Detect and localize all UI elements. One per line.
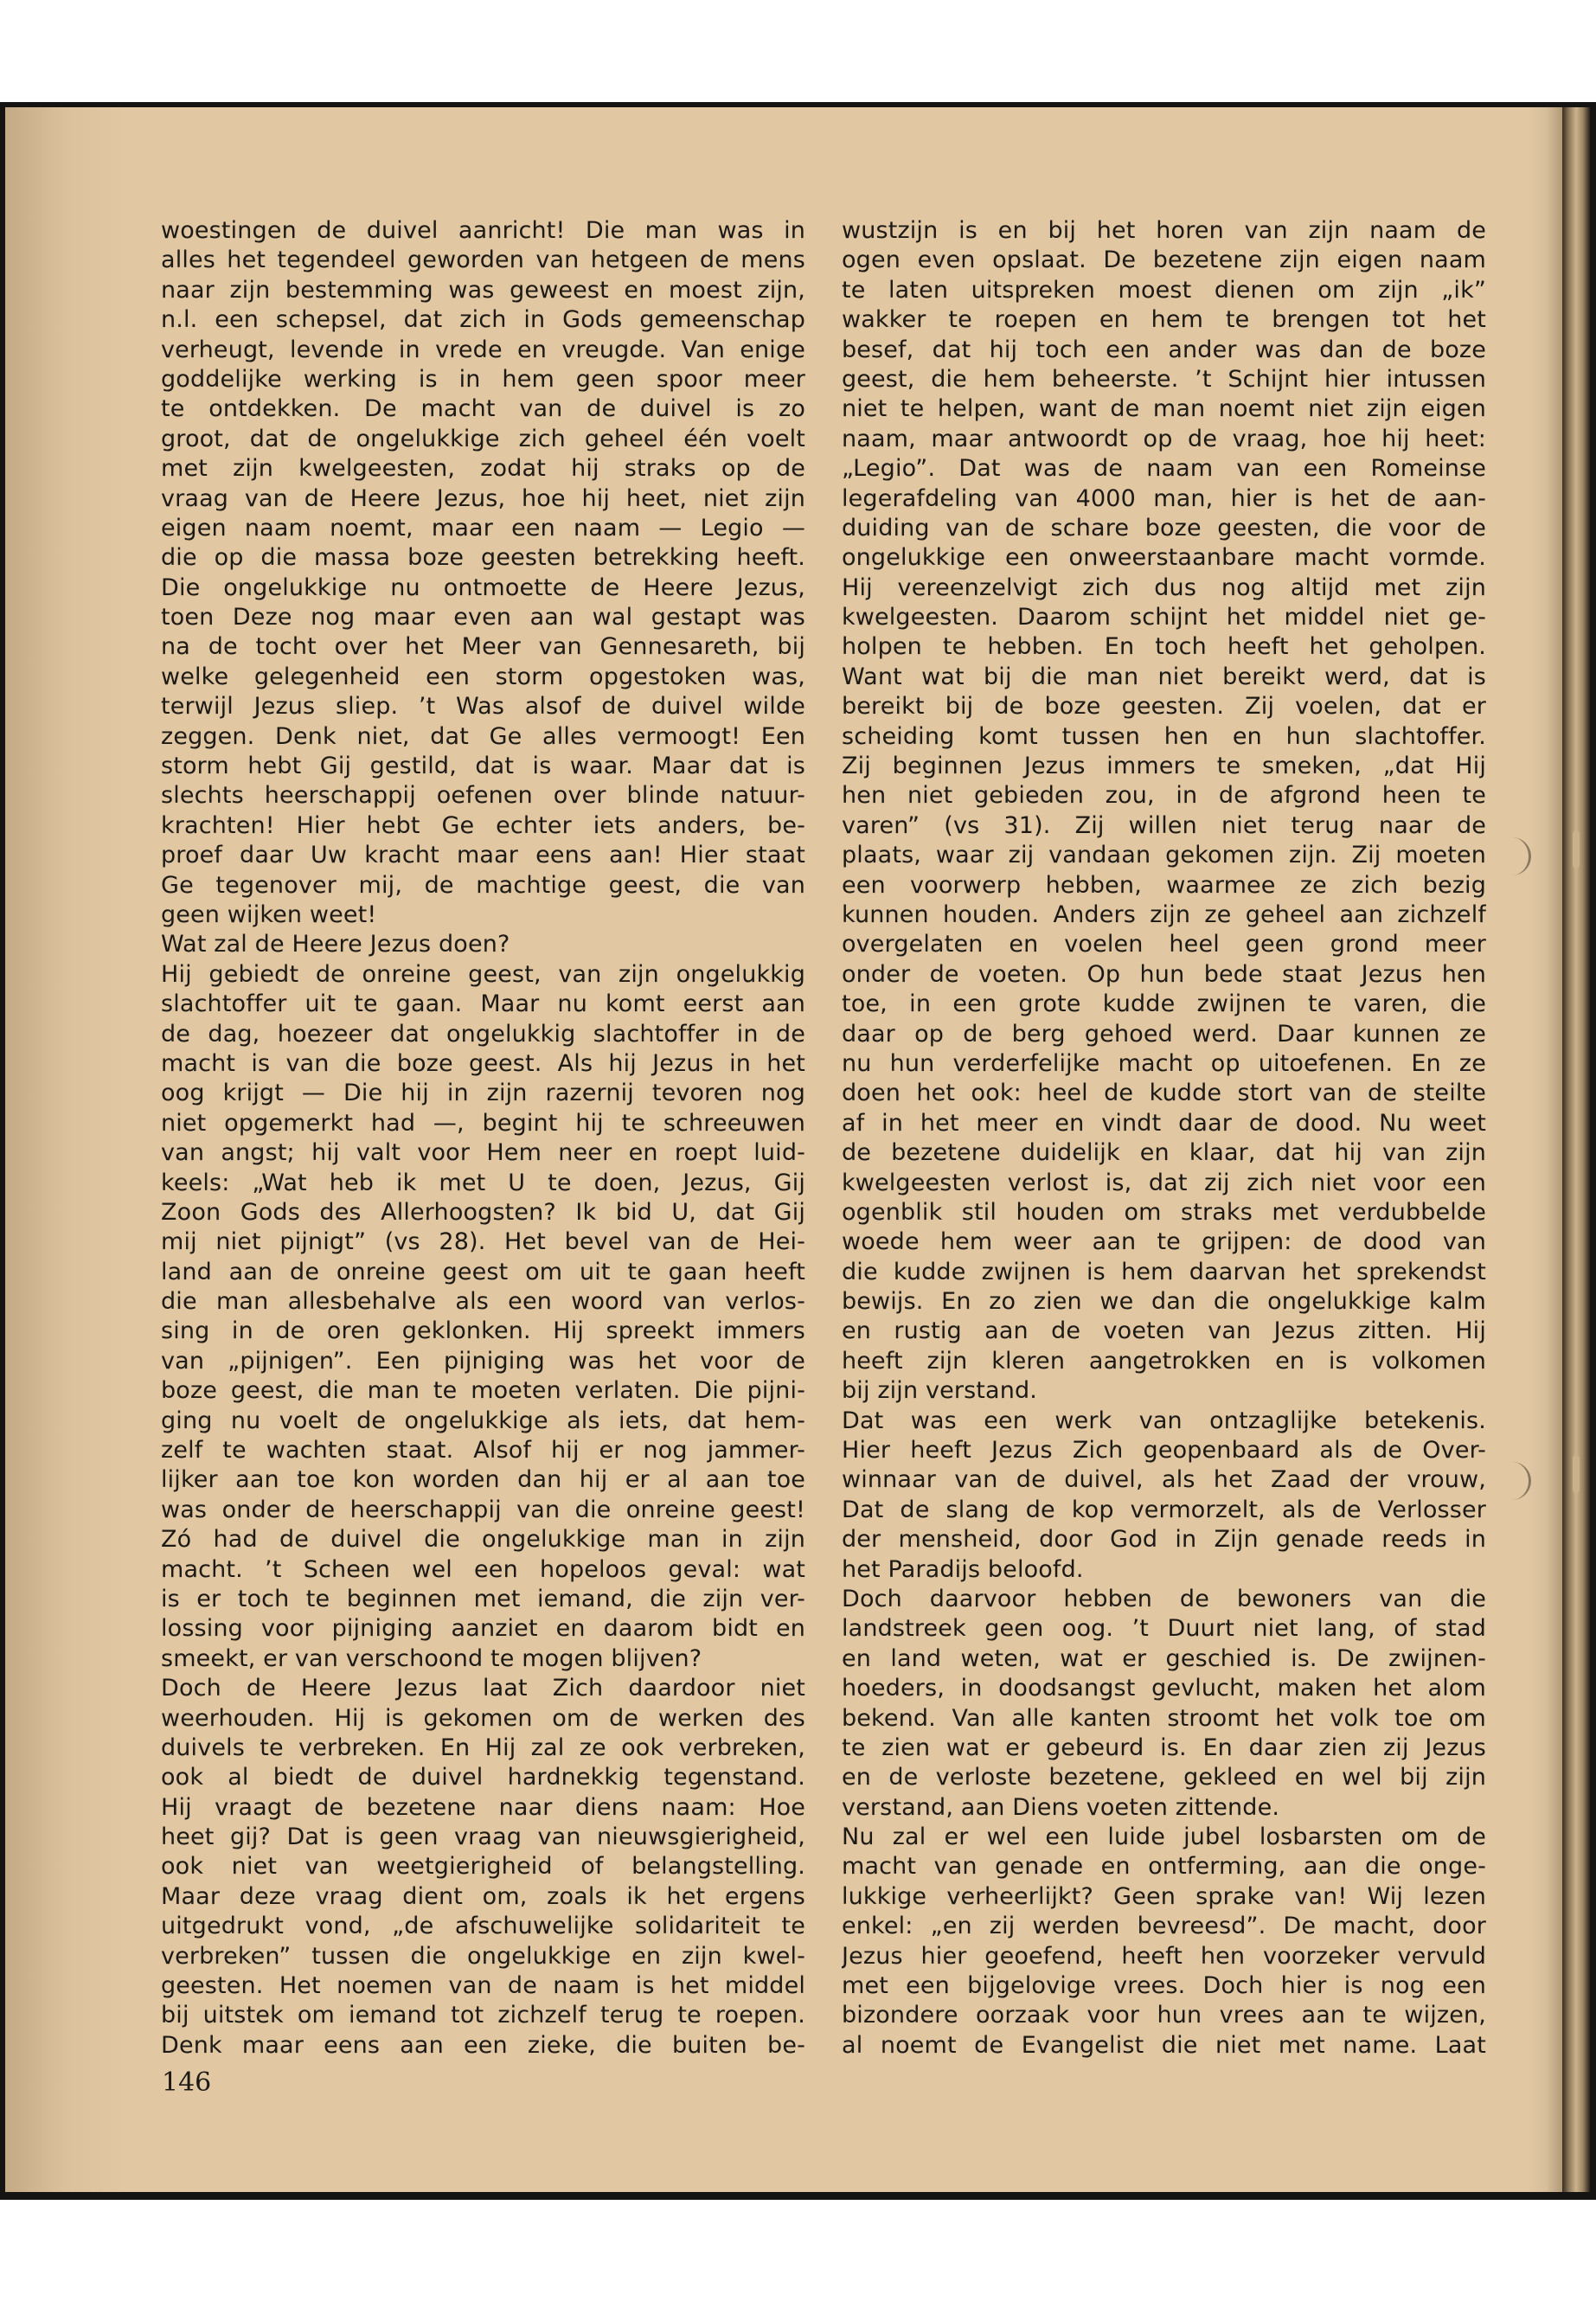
text-line: Nu zal er wel een luide jubel losbarsten om de — [842, 1823, 1486, 1851]
text-column-right — [842, 216, 1486, 2061]
page-number: 146 — [162, 2067, 212, 2098]
text-line: bij zijn verstand. — [842, 1377, 1038, 1405]
text-line: heeft zijn kleren aangetrokken en is volkomen — [842, 1347, 1486, 1375]
text-line: alles het tegendeel geworden van hetgeen de mens — [161, 247, 805, 274]
text-line: en land weten, wat er geschied is. De zwijnen- — [842, 1644, 1486, 1672]
edge-notch — [1573, 830, 1580, 868]
text-line: doen het ook: heel de kudde stort van de steilte — [842, 1080, 1486, 1107]
text-line: bereikt bij de boze geesten. Zij voelen, dat er — [842, 693, 1486, 721]
text-line: te laten uitspreken moest dienen om zijn „ik” — [842, 276, 1486, 304]
text-line: een voorwerp hebben, waarmee ze zich bezig — [842, 871, 1486, 899]
text-line: daar op de berg gehoed werd. Daar kunnen ze — [842, 1020, 1486, 1048]
text-line: ogenblik stil houden om straks met verdubbelde — [842, 1198, 1486, 1226]
text-line: Doch de Heere Jezus laat Zich daardoor niet — [161, 1675, 805, 1702]
text-line: hoeders, in doodsangst gevlucht, maken het alom — [842, 1675, 1486, 1702]
text-line: keels: „Wat heb ik met U te doen, Jezus, Gij — [161, 1169, 805, 1196]
text-line: bij uitstek om iemand tot zichzelf terug te roepen. — [161, 2002, 805, 2029]
text-line: ook niet van weetgierigheid of belangstelling. — [161, 1853, 805, 1881]
text-line: nu hun verderfelijke macht op uitoefenen. En ze — [842, 1049, 1486, 1077]
text-line: en de verloste bezetene, gekleed en wel bij zijn — [842, 1764, 1486, 1791]
text-line: weerhouden. Hij is gekomen om de werken des — [161, 1704, 805, 1732]
text-line: uitgedrukt vond, „de afschuwelijke solidariteit te — [161, 1913, 805, 1940]
text-line: zeggen. Denk niet, dat Ge alles vermoogt! Een — [161, 722, 805, 750]
text-line: varen” (vs 31). Zij willen niet terug naar de — [842, 811, 1486, 839]
text-line: boze geest, die man te moeten verlaten. Die pijni- — [161, 1377, 805, 1405]
text-line: naam, maar antwoordt op de vraag, hoe hij heet: — [842, 425, 1486, 452]
text-line: Hij gebiedt de onreine geest, van zijn ongelukkig — [161, 960, 805, 988]
text-line: goddelijke werking is in hem geen spoor meer — [161, 365, 805, 393]
text-line: Want wat bij die man niet bereikt werd, dat is — [842, 663, 1486, 690]
text-line: land aan de onreine geest om uit te gaan heeft — [161, 1258, 805, 1285]
text-line: besef, dat hij toch een ander was dan de boze — [842, 336, 1486, 363]
text-line: kunnen houden. Anders zijn ze geheel aan zichzelf — [842, 901, 1486, 928]
text-line: was onder de heerschappij van die onreine geest! — [161, 1496, 805, 1523]
text-line: de dag, hoezeer dat ongelukkig slachtoffer in de — [161, 1020, 805, 1048]
text-line: de bezetene duidelijk en klaar, dat hij van zijn — [842, 1139, 1486, 1167]
text-line: lossing voor pijniging aanziet en daarom bidt en — [161, 1615, 805, 1643]
text-line: is er toch te beginnen met iemand, die zijn ver- — [161, 1585, 805, 1612]
text-line: geest, die hem beheerste. ’t Schijnt hier intussen — [842, 365, 1486, 393]
text-line: ongelukkige een onweerstaanbare macht vormde. — [842, 544, 1486, 572]
text-line: holpen te hebben. En toch heeft het geholpen. — [842, 633, 1486, 661]
text-column-left — [161, 216, 805, 2061]
text-line: wustzijn is en bij het horen van zijn naam de — [842, 217, 1486, 244]
text-line: Zó had de duivel die ongelukkige man in zijn — [161, 1526, 805, 1554]
text-line: n.l. een schepsel, dat zich in Gods gemeenschap — [161, 306, 805, 334]
text-line: Doch daarvoor hebben de bewoners van die — [842, 1585, 1486, 1612]
edge-notch — [1573, 1455, 1580, 1493]
text-line: onder de voeten. Op hun bede staat Jezus hen — [842, 960, 1486, 988]
text-line: Denk maar eens aan een zieke, die buiten be- — [161, 2031, 805, 2059]
text-line: het Paradijs beloofd. — [842, 1555, 1084, 1583]
text-line: Ge tegenover mij, de machtige geest, die van — [161, 871, 805, 899]
text-line: lijker aan toe kon worden dan hij er al aan toe — [161, 1466, 805, 1494]
text-line: ogen even opslaat. De bezetene zijn eigen naam — [842, 247, 1486, 274]
text-line: verstand, aan Diens voeten zittende. — [842, 1793, 1280, 1821]
text-line: eigen naam noemt, maar een naam — Legio — — [161, 514, 805, 542]
text-line: met een bijgelovige vrees. Doch hier is nog een — [842, 1972, 1486, 2000]
text-line: winnaar van de duivel, als het Zaad der vrouw, — [842, 1466, 1486, 1494]
text-line: te ontdekken. De macht van de duivel is zo — [161, 395, 805, 423]
text-line: geen wijken weet! — [161, 901, 377, 928]
text-line: niet opgemerkt had —, begint hij te schreeuwen — [161, 1109, 805, 1137]
text-line: macht. ’t Scheen wel een hopeloos geval: wat — [161, 1555, 805, 1583]
text-line: woestingen de duivel aanricht! Die man was in — [161, 217, 805, 244]
text-line: overgelaten en voelen heel geen grond meer — [842, 931, 1486, 958]
text-line: kwelgeesten verlost is, dat zij zich niet voor een — [842, 1169, 1486, 1196]
text-line: Dat de slang de kop vermorzelt, als de Verlosser — [842, 1496, 1486, 1523]
text-line: legerafdeling van 4000 man, hier is het de aan- — [842, 484, 1486, 512]
text-line: hen niet gebieden zou, in de afgrond heen te — [842, 782, 1486, 810]
text-line: bizondere oorzaak voor hun vrees aan te wijzen, — [842, 2002, 1486, 2029]
text-line: smeekt, er van verschoond te mogen blijven? — [161, 1644, 702, 1672]
text-line: „Legio”. Dat was de naam van een Romeinse — [842, 455, 1486, 483]
text-line: kwelgeesten. Daarom schijnt het middel niet ge- — [842, 604, 1486, 631]
text-line: Maar deze vraag dient om, zoals ik het ergens — [161, 1882, 805, 1910]
text-line: mij niet pijnigt” (vs 28). Het bevel van de Hei- — [161, 1228, 805, 1256]
text-line: en rustig aan de voeten van Jezus zitten. Hij — [842, 1317, 1486, 1345]
text-line: zelf te wachten staat. Alsof hij er nog jammer- — [161, 1437, 805, 1465]
text-line: proef daar Uw kracht maar eens aan! Hier staat — [161, 842, 805, 869]
text-line: heet gij? Dat is geen vraag van nieuwsgierigheid, — [161, 1823, 805, 1851]
text-line: Zij beginnen Jezus immers te smeken, „dat Hij — [842, 753, 1486, 780]
text-line: te zien wat er gebeurd is. En daar zien zij Jezus — [842, 1734, 1486, 1761]
text-line: macht van genade en ontferming, aan die onge- — [842, 1853, 1486, 1881]
text-line: Die ongelukkige nu ontmoette de Heere Jezus, — [161, 574, 805, 601]
text-line: slechts heerschappij oefenen over blinde natuur- — [161, 782, 805, 810]
text-line: duivels te verbreken. En Hij zal ze ook verbreken, — [161, 1734, 805, 1761]
text-line: der mensheid, door God in Zijn genade reeds in — [842, 1526, 1486, 1554]
text-line: Zoon Gods des Allerhoogsten? Ik bid U, dat Gij — [161, 1198, 805, 1226]
text-line: groot, dat de ongelukkige zich geheel één voelt — [161, 425, 805, 452]
text-line: al noemt de Evangelist die niet met name. Laat — [842, 2031, 1486, 2059]
text-line: naar zijn bestemming was geweest en moest zijn, — [161, 276, 805, 304]
text-line: bewijs. En zo zien we dan die ongelukkige kalm — [842, 1288, 1486, 1316]
text-line: ging nu voelt de ongelukkige als iets, dat hem- — [161, 1407, 805, 1434]
page-edge — [1562, 107, 1590, 2192]
text-line: wakker te roepen en hem te brengen tot het — [842, 306, 1486, 334]
text-line: van „pijnigen”. Een pijniging was het voor de — [161, 1347, 805, 1375]
text-line: macht is van die boze geest. Als hij Jezus in het — [161, 1049, 805, 1077]
text-line: Wat zal de Heere Jezus doen? — [161, 931, 510, 958]
text-line: die op die massa boze geesten betrekking heeft. — [161, 544, 805, 572]
text-line: Hier heeft Jezus Zich geopenbaard als de Over- — [842, 1437, 1486, 1465]
text-line: van angst; hij valt voor Hem neer en roept luid- — [161, 1139, 805, 1167]
text-line: plaats, waar zij vandaan gekomen zijn. Zij moeten — [842, 842, 1486, 869]
text-line: enkel: „en zij werden bevreesd”. De macht, door — [842, 1913, 1486, 1940]
text-line: Hij vereenzelvigt zich dus nog altijd met zijn — [842, 574, 1486, 601]
text-line: na de tocht over het Meer van Gennesareth, bij — [161, 633, 805, 661]
text-line: scheiding komt tussen hen en hun slachtoffer. — [842, 722, 1486, 750]
text-line: terwijl Jezus sliep. ’t Was alsof de duivel wilde — [161, 693, 805, 721]
text-line: welke gelegenheid een storm opgestoken was, — [161, 663, 805, 690]
text-line: woede hem weer aan te grijpen: de dood van — [842, 1228, 1486, 1256]
text-line: met zijn kwelgeesten, zodat hij straks op de — [161, 455, 805, 483]
text-line: lukkige verheerlijkt? Geen sprake van! Wij lezen — [842, 1882, 1486, 1910]
text-line: bekend. Van alle kanten stroomt het volk toe om — [842, 1704, 1486, 1732]
text-line: krachten! Hier hebt Ge echter iets anders, be- — [161, 811, 805, 839]
text-line: niet te helpen, want de man noemt niet zijn eigen — [842, 395, 1486, 423]
text-line: af in het meer en vindt daar de dood. Nu weet — [842, 1109, 1486, 1137]
text-line: duiding van de schare boze geesten, die voor de — [842, 514, 1486, 542]
text-line: slachtoffer uit te gaan. Maar nu komt eerst aan — [161, 990, 805, 1018]
text-line: vraag van de Heere Jezus, hoe hij heet, niet zijn — [161, 484, 805, 512]
text-line: die man allesbehalve als een woord van verlos- — [161, 1288, 805, 1316]
text-line: verheugt, levende in vrede en vreugde. Van enige — [161, 336, 805, 363]
text-line: landstreek geen oog. ’t Duurt niet lang, of stad — [842, 1615, 1486, 1643]
text-line: storm hebt Gij gestild, dat is waar. Maar dat is — [161, 753, 805, 780]
text-line: ook al biedt de duivel hardnekkig tegenstand. — [161, 1764, 805, 1791]
text-line: Dat was een werk van ontzaglijke betekenis. — [842, 1407, 1486, 1434]
text-line: toe, in een grote kudde zwijnen te varen, die — [842, 990, 1486, 1018]
text-line: die kudde zwijnen is hem daarvan het sprekendst — [842, 1258, 1486, 1285]
text-line: oog krijgt — Die hij in zijn razernij tevoren nog — [161, 1080, 805, 1107]
text-line: Hij vraagt de bezetene naar diens naam: Hoe — [161, 1793, 805, 1821]
text-line: toen Deze nog maar even aan wal gestapt was — [161, 604, 805, 631]
text-line: geesten. Het noemen van de naam is het middel — [161, 1972, 805, 2000]
text-line: sing in de oren geklonken. Hij spreekt immers — [161, 1317, 805, 1345]
text-line: Jezus hier geoefend, heeft hen voorzeker vervuld — [842, 1942, 1486, 1970]
text-line: verbreken” tussen die ongelukkige en zijn kwel- — [161, 1942, 805, 1970]
